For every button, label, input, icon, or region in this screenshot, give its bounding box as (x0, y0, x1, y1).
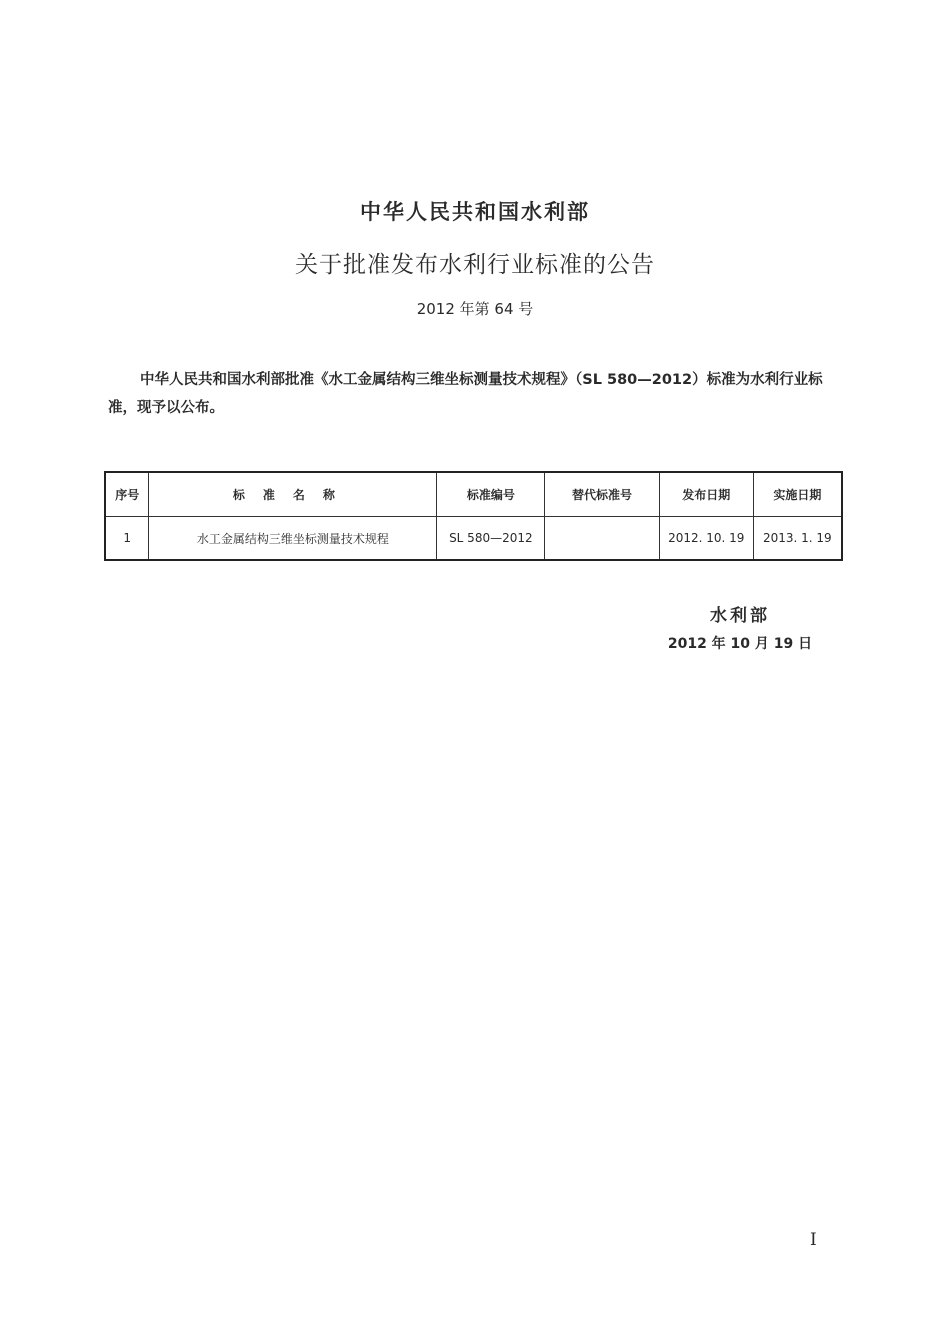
standards-table (104, 471, 843, 561)
table-row (105, 517, 842, 561)
page-number: I (810, 1230, 817, 1250)
cell-seq: 1 (105, 517, 149, 561)
table-header-row (105, 472, 842, 517)
cell-replaced (545, 517, 660, 561)
cell-publish-date: 2012. 10. 19 (659, 517, 753, 561)
signature-org: 水利部 (710, 606, 770, 626)
cell-effective-date: 2013. 1. 19 (753, 517, 842, 561)
header-effective-date: 实施日期 (753, 472, 842, 517)
header-replaced: 替代标准号 (545, 472, 660, 517)
cell-name: 水工金属结构三维坐标测量技术规程 (149, 517, 437, 561)
header-seq: 序号 (105, 472, 149, 517)
header-name: 标准名称 (149, 472, 437, 517)
header-code: 标准编号 (437, 472, 545, 517)
announcement-number: 2012 年第 64 号 (416, 300, 534, 318)
cell-code: SL 580—2012 (437, 517, 545, 561)
announcement-title: 关于批准发布水利行业标准的公告 (295, 252, 655, 278)
header-publish-date: 发布日期 (659, 472, 753, 517)
signature-date: 2012 年 10 月 19 日 (667, 636, 813, 652)
announcement-body: 中华人民共和国水利部批准《水工金属结构三维坐标测量技术规程》（SL 580—2012）标准为水利行业标准，现予以公布。 (108, 372, 823, 416)
ministry-name: 中华人民共和国水利部 (360, 200, 590, 224)
